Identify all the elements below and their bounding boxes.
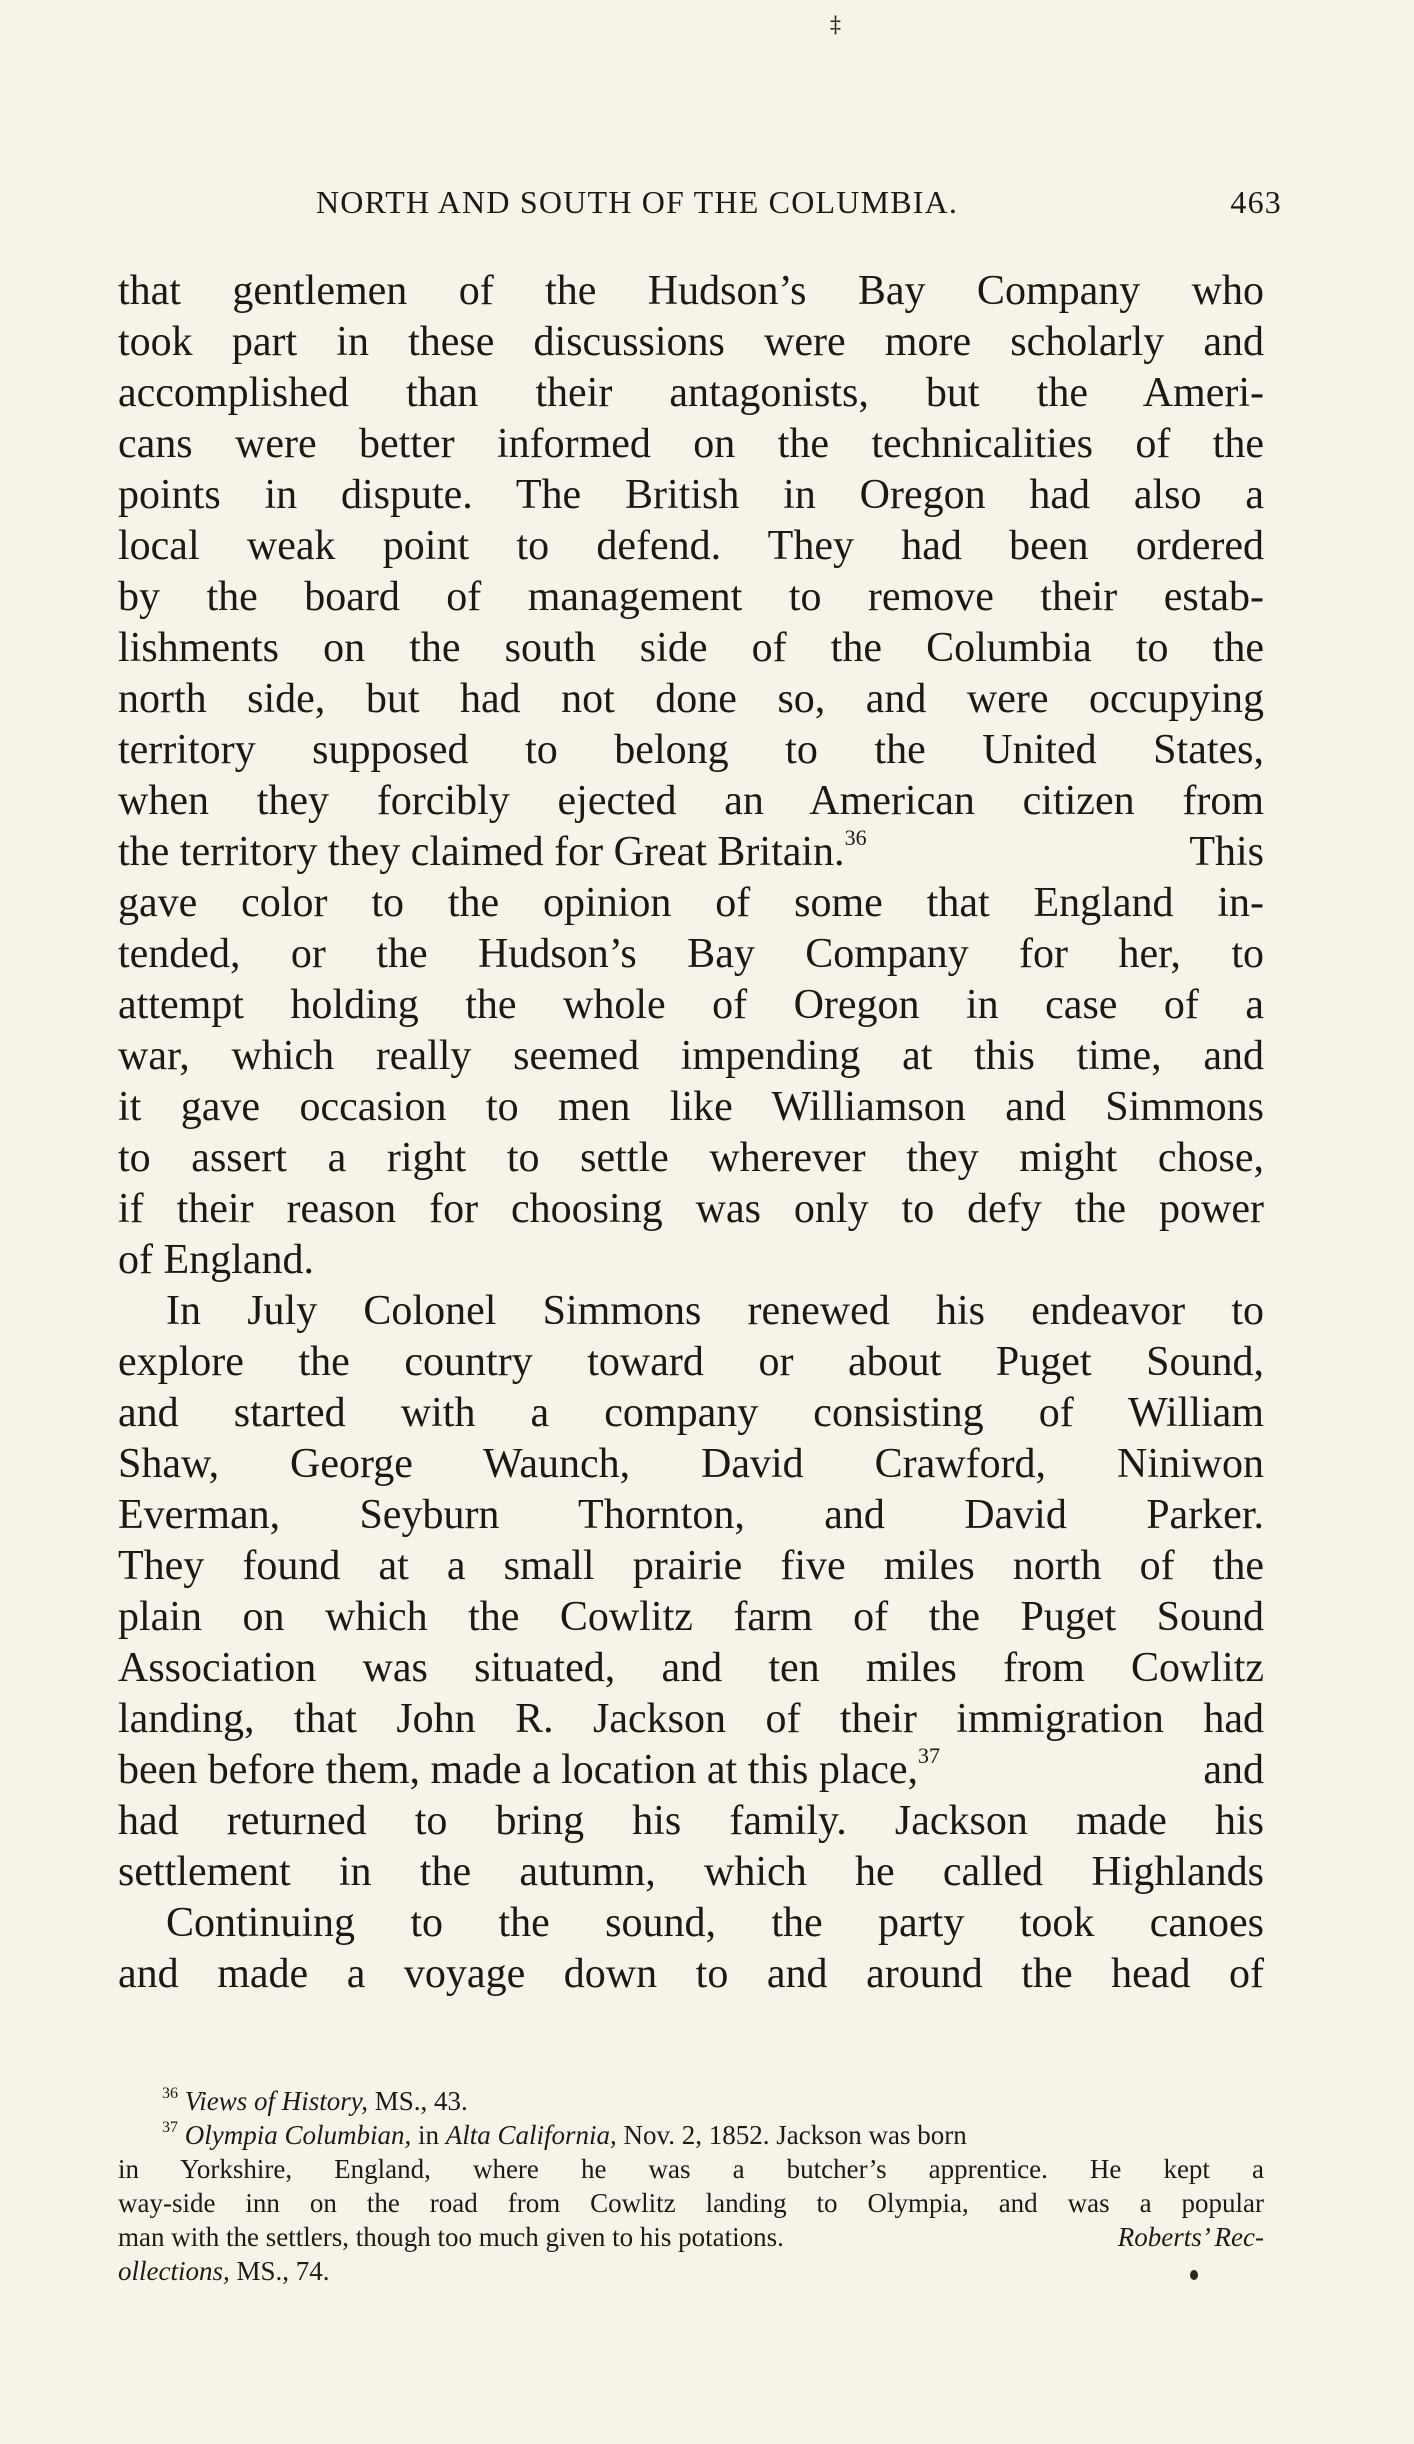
footnote-text: man with the settlers, though too much given to his potations. bbox=[118, 2222, 791, 2252]
text-line: war, which really seemed impending at this time, and bbox=[118, 1033, 1264, 1079]
text-line: settlement in the autumn, which he called Highlands bbox=[118, 1849, 1264, 1895]
text-line: They found at a small prairie five miles north of the bbox=[118, 1543, 1264, 1589]
ink-speck bbox=[1190, 2270, 1198, 2280]
footnote-source-title: Olympia Columbian, bbox=[184, 2120, 412, 2150]
text-line: north side, but had not done so, and were occupying bbox=[118, 676, 1264, 722]
text-line: when they forcibly ejected an American citizen from bbox=[118, 778, 1264, 824]
text-fragment: the territory they claimed for Great Britain.$^{36}$ bbox=[118, 825, 867, 875]
text-line: to assert a right to settle wherever they might chose, bbox=[118, 1135, 1264, 1181]
footnote-source-title: ollections, bbox=[118, 2256, 230, 2286]
body-text bbox=[118, 266, 1264, 2000]
text-line: attempt holding the whole of Oregon in case of a bbox=[118, 982, 1264, 1028]
text-line: accomplished than their antagonists, but the Ameri- bbox=[118, 370, 1264, 416]
text-line: gave color to the opinion of some that England in- bbox=[118, 880, 1264, 926]
text-line: of England. bbox=[118, 1237, 314, 1283]
footnote-number: 37 bbox=[162, 2119, 178, 2136]
text-line: Shaw, George Waunch, David Crawford, Niniwon bbox=[118, 1441, 1264, 1487]
text-line: if their reason for choosing was only to defy the power bbox=[118, 1186, 1264, 1232]
text-line: took part in these discussions were more scholarly and bbox=[118, 319, 1264, 365]
footnote-36 bbox=[118, 2084, 1264, 2118]
running-title: NORTH AND SOUTH OF THE COLUMBIA. bbox=[316, 184, 959, 220]
page-number: 463 bbox=[1230, 184, 1282, 220]
paragraph-start-line: Continuing to the sound, the party took canoes bbox=[166, 1900, 1264, 1946]
footnote-line bbox=[118, 2254, 1264, 2288]
text-line: had returned to bring his family. Jackson made his bbox=[118, 1798, 1264, 1844]
text-line: and started with a company consisting of William bbox=[118, 1390, 1264, 1436]
text-fragment: This bbox=[1189, 829, 1264, 875]
text-line: Association was situated, and ten miles from Cowlitz bbox=[118, 1645, 1264, 1691]
footnote-ref-36[interactable]: 36 bbox=[844, 825, 867, 850]
text-line: plain on which the Cowlitz farm of the Puget Sound bbox=[118, 1594, 1264, 1640]
text-line-with-footnote bbox=[118, 1745, 1264, 1796]
text-fragment: been before them, made a location at this place,$^{37}$ bbox=[118, 1743, 940, 1793]
footnote-text: MS., 43. bbox=[368, 2086, 468, 2116]
text-line: cans were better informed on the technicalities of the bbox=[118, 421, 1264, 467]
footnotes bbox=[118, 2084, 1264, 2288]
footnote-line: in Yorkshire, England, where he was a butcher’s apprentice. He kept a bbox=[118, 2154, 1264, 2184]
text-line: points in dispute. The British in Oregon had also a bbox=[118, 472, 1264, 518]
text-line: landing, that John R. Jackson of their immigration had bbox=[118, 1696, 1264, 1742]
footnote-source-title: Alta California, bbox=[445, 2120, 617, 2150]
text-line: by the board of management to remove their estab- bbox=[118, 574, 1264, 620]
footnote-37 bbox=[118, 2118, 1264, 2152]
footnote-source-title: Views of History, bbox=[184, 2086, 369, 2116]
text-fragment: and bbox=[1203, 1747, 1264, 1793]
printer-mark: ‡ bbox=[830, 13, 841, 38]
text-line: and made a voyage down to and around the head of bbox=[118, 1951, 1264, 1997]
footnote-ref-37[interactable]: 37 bbox=[918, 1743, 940, 1768]
paragraph-start-line: In July Colonel Simmons renewed his endeavor to bbox=[166, 1288, 1264, 1334]
text-line: tended, or the Hudson’s Bay Company for her, to bbox=[118, 931, 1264, 977]
text-line: explore the country toward or about Puget Sound, bbox=[118, 1339, 1264, 1385]
footnote-line: way-side inn on the road from Cowlitz landing to Olympia, and was a popular bbox=[118, 2188, 1264, 2218]
text-line: lishments on the south side of the Columbia to the bbox=[118, 625, 1264, 671]
text-line: that gentlemen of the Hudson’s Bay Company who bbox=[118, 268, 1264, 314]
text-line-with-footnote bbox=[118, 827, 1264, 878]
footnote-line bbox=[118, 2220, 1264, 2254]
footnote-number: 36 bbox=[162, 2085, 178, 2102]
footnote-text: MS., 74. bbox=[229, 2256, 330, 2286]
text-line: it gave occasion to men like Williamson and Simmons bbox=[118, 1084, 1264, 1130]
footnote-text: $^{37}$ Olympia Columbian, in Alta California, Nov. 2, 1852. Jackson was born bbox=[162, 2119, 967, 2150]
running-head bbox=[316, 182, 1282, 222]
footnote-source-title: Roberts’ Rec- bbox=[1117, 2222, 1264, 2252]
text-line: local weak point to defend. They had been ordered bbox=[118, 523, 1264, 569]
text-line: Everman, Seyburn Thornton, and David Parker. bbox=[118, 1492, 1264, 1538]
text-line: territory supposed to belong to the United States, bbox=[118, 727, 1264, 773]
